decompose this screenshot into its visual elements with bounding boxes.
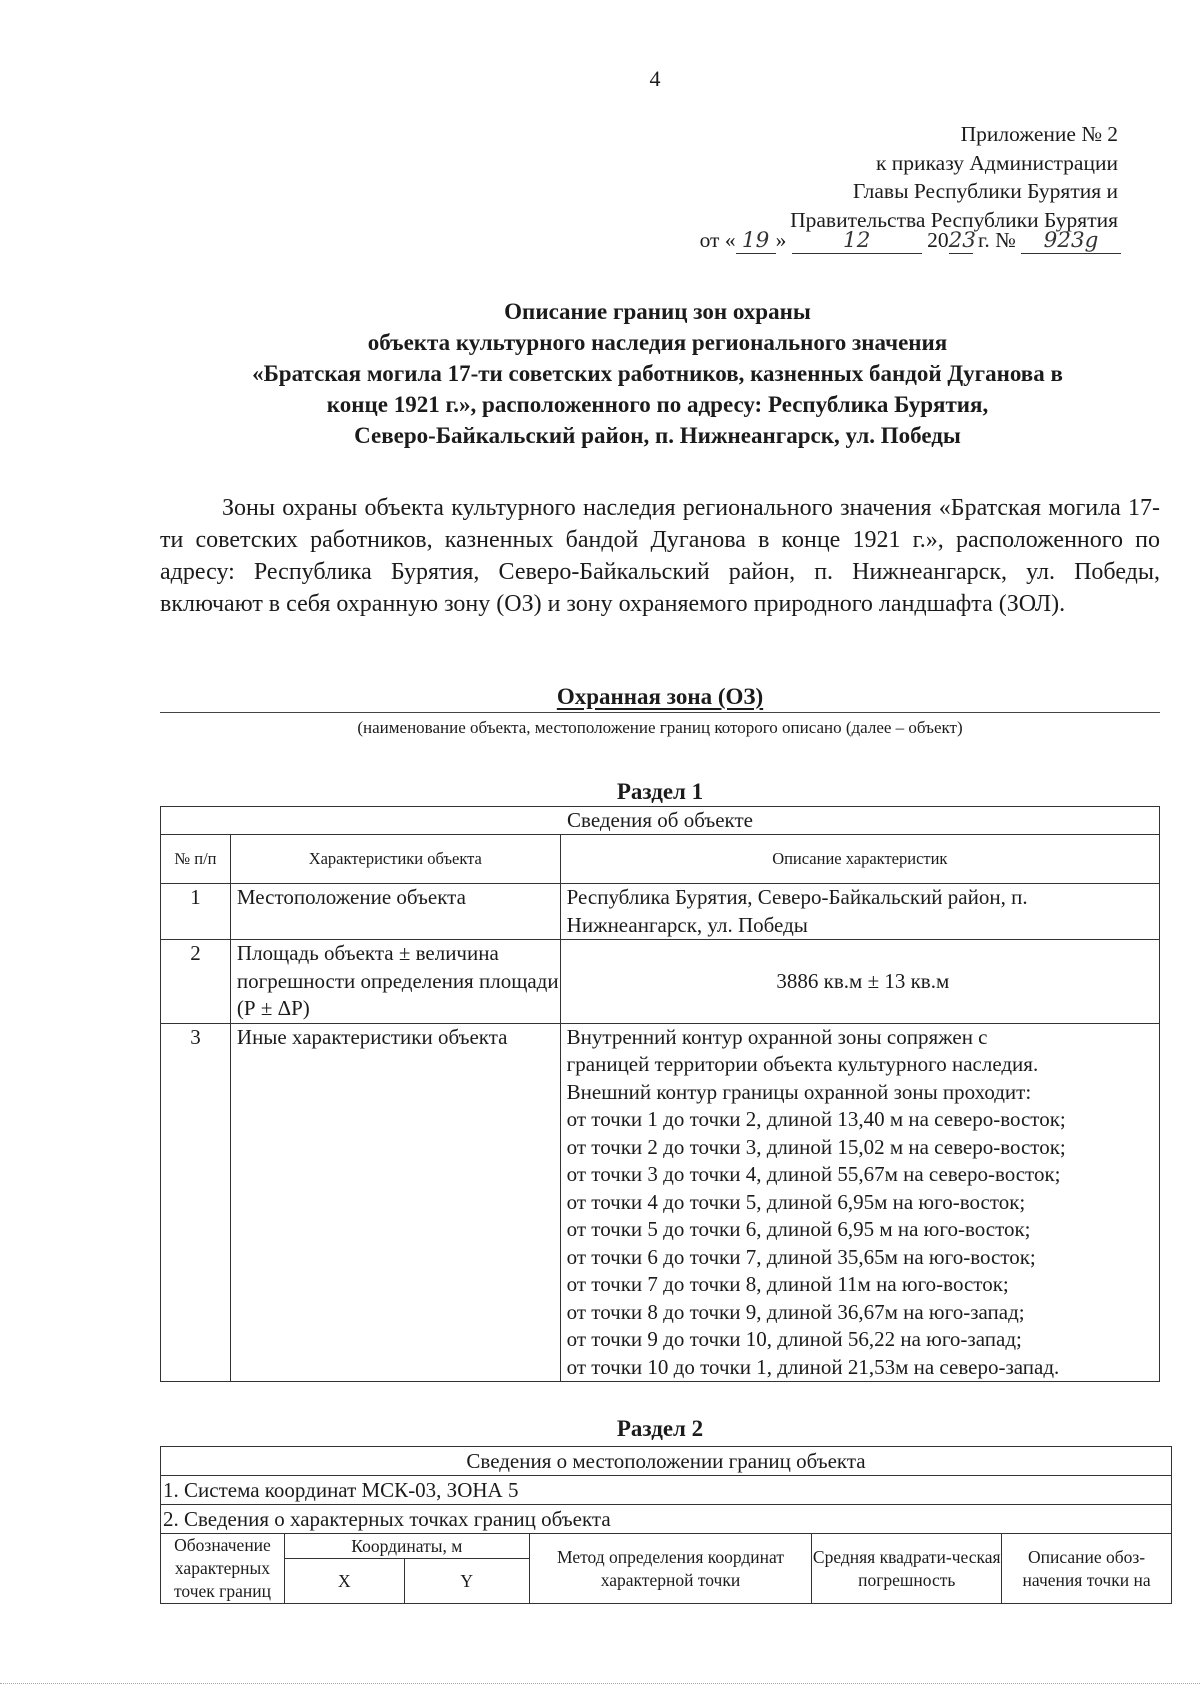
appendix-header xyxy=(790,120,1118,234)
order-day: 19 xyxy=(736,228,776,254)
points-info-line: 2. Сведения о характерных точках границ объекта xyxy=(161,1505,1172,1534)
title-line: конце 1921 г.», расположенного по адресу: Республика Бурятия, xyxy=(326,392,989,417)
header-error: Средняя квадрати-ческая погрешность xyxy=(812,1534,1002,1604)
header-method: Метод определения координат характерной точки xyxy=(529,1534,812,1604)
table-header-row xyxy=(161,1534,1172,1559)
description-line: Внешний контур границы охранной зоны проходит: xyxy=(566,1079,1032,1104)
page-bottom-edge xyxy=(0,1683,1200,1684)
header-coords: Координаты, м xyxy=(284,1534,529,1559)
description-line: Нижнеангарск, ул. Победы xyxy=(566,912,808,937)
order-number: 923g xyxy=(1021,228,1121,254)
appendix-line: Правительства Республики Бурятия xyxy=(790,207,1118,232)
table-caption-row xyxy=(161,807,1160,835)
header-point-description: Описание обоз-начения точки на xyxy=(1002,1534,1172,1604)
description-line: от точки 1 до точки 2, длиной 13,40 м на северо-восток; xyxy=(566,1107,1066,1131)
document-title xyxy=(0,296,1200,451)
row-label: Площадь объекта ± величина погрешности определения площади (Р ± ΔР) xyxy=(230,940,560,1024)
title-line: «Братская могила 17-ти советских работников, казненных бандой Дуганова в xyxy=(252,361,1063,386)
table-row xyxy=(161,1023,1160,1382)
row-number: 3 xyxy=(161,1023,231,1382)
header-y: Y xyxy=(404,1559,529,1604)
row-description xyxy=(560,884,1159,940)
row-number: 2 xyxy=(161,940,231,1024)
header-description: Описание характеристик xyxy=(560,835,1159,884)
row-number: 1 xyxy=(161,884,231,940)
description-line: от точки 5 до точки 6, длиной 6,95 м на юго-восток; xyxy=(566,1217,1031,1241)
description-line: от точки 10 до точки 1, длиной 21,53м на северо-запад. xyxy=(566,1354,1060,1379)
section2-table xyxy=(160,1446,1172,1604)
description-line: от точки 7 до точки 8, длиной 11м на юго-восток; xyxy=(566,1272,1009,1296)
order-prefix: от « xyxy=(699,228,736,252)
intro-paragraph: Зоны охраны объекта культурного наследия регионального значения «Братская могила 17-ти советских работников, казненных бандой Дуганова в конце 1921 г.», расположенного по адресу: Республика Бурятия, Северо-Байкальский район, п. Нижнеангарск, ул. Победы, включают в себя охранную зону (ОЗ) и зону охраняемого природного ландшафта (ЗОЛ). xyxy=(160,495,1160,617)
zone-title: Охранная зона (ОЗ) xyxy=(556,684,764,709)
description-line: Внутренний контур охранной зоны сопряжен с xyxy=(566,1024,988,1049)
header-number: № п/п xyxy=(161,835,231,884)
section1-table xyxy=(160,806,1160,1382)
table-row xyxy=(161,1476,1172,1505)
title-line: Северо-Байкальский район, п. Нижнеангарск, ул. Победы xyxy=(354,423,961,448)
appendix-line: Главы Республики Бурятия и xyxy=(852,179,1118,203)
description-line: Республика Бурятия, Северо-Байкальский район, п. xyxy=(566,885,1028,909)
row-description: 3886 кв.м ± 13 кв.м xyxy=(560,940,1159,1024)
section1-title: Раздел 1 xyxy=(616,779,704,804)
table-header-row xyxy=(161,835,1160,884)
description-line: от точки 6 до точки 7, длиной 35,65м на юго-восток; xyxy=(566,1244,1036,1269)
section1-caption: Сведения об объекте xyxy=(161,807,1160,835)
order-year-prefix: 20 xyxy=(927,228,949,252)
order-date-number xyxy=(700,228,1121,254)
description-line: границей территории объекта культурного наследия. xyxy=(566,1052,1039,1076)
table-row xyxy=(161,940,1160,1024)
header-x: X xyxy=(284,1559,404,1604)
row-label: Иные характеристики объекта xyxy=(230,1023,560,1382)
order-year-suffix: 23 xyxy=(948,228,976,253)
table-row xyxy=(161,884,1160,940)
description-line: от точки 4 до точки 5, длиной 6,95м на юго-восток; xyxy=(566,1189,1026,1214)
order-mid: » xyxy=(775,228,787,252)
page-number: 4 xyxy=(649,66,661,91)
description-line: от точки 8 до точки 9, длиной 36,67м на юго-запад; xyxy=(566,1299,1025,1324)
appendix-line: Приложение № 2 xyxy=(960,122,1118,146)
table-caption-row xyxy=(161,1447,1172,1476)
description-line: от точки 3 до точки 4, длиной 55,67м на северо-восток; xyxy=(566,1162,1061,1186)
section2-caption: Сведения о местоположении границ объекта xyxy=(161,1447,1172,1476)
appendix-line: к приказу Администрации xyxy=(875,150,1118,175)
row-description xyxy=(560,1023,1159,1382)
title-line: Описание границ зон охраны xyxy=(504,299,811,324)
order-month: 12 xyxy=(792,228,922,254)
coordinate-system-line: 1. Система координат МСК-03, ЗОНА 5 xyxy=(161,1476,1172,1505)
title-line: объекта культурного наследия регионального значения xyxy=(367,330,948,355)
description-line: от точки 2 до точки 3, длиной 15,02 м на северо-восток; xyxy=(566,1134,1066,1159)
description-line: от точки 9 до точки 10, длиной 56,22 на юго-запад; xyxy=(566,1327,1022,1351)
header-point: Обозначение характерных точек границ xyxy=(161,1534,285,1604)
table-row xyxy=(161,1505,1172,1534)
zone-caption: (наименование объекта, местоположение границ которого описано (далее – объект) xyxy=(357,718,963,737)
header-characteristic: Характеристики объекта xyxy=(230,835,560,884)
zone-title-rule xyxy=(160,712,1160,713)
section2-title: Раздел 2 xyxy=(616,1416,704,1441)
row-label: Местоположение объекта xyxy=(230,884,560,940)
order-year-tail: г. № xyxy=(977,228,1016,252)
